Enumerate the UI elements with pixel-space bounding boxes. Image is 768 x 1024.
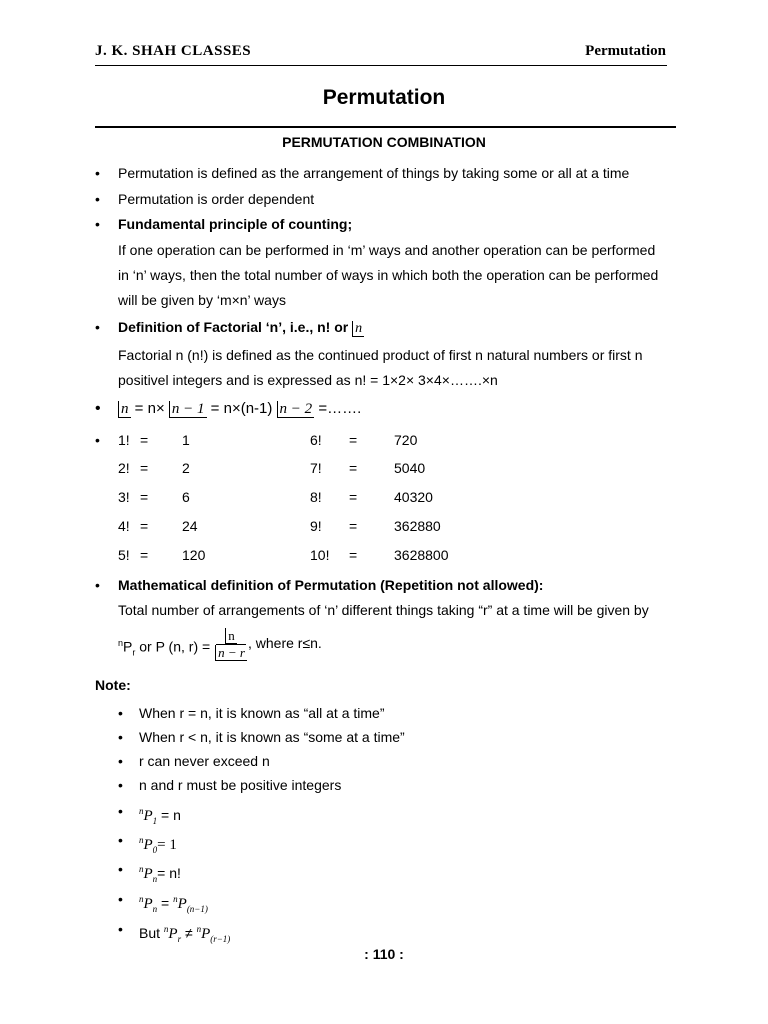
table-cell: = (349, 489, 358, 505)
formula-sup: n (118, 638, 124, 648)
bullet-icon: • (95, 319, 100, 335)
note-label: Note: (95, 677, 131, 693)
formula-sup: n (139, 835, 144, 845)
formula-rhs: = n! (157, 865, 181, 881)
bullet-heading-line (118, 318, 364, 338)
table-cell: = (140, 460, 149, 476)
factorial-box: n − 2 (277, 401, 315, 418)
table-cell: 4! (118, 518, 130, 534)
table-cell: 8! (310, 489, 322, 505)
bullet-icon: • (118, 832, 123, 848)
bullet-text: Permutation is defined as the arrangement of things by taking some or all at a time (118, 165, 630, 181)
formula-sup: n (139, 806, 144, 816)
note-item: n and r must be positive integers (139, 777, 342, 793)
bullet-icon: • (118, 729, 123, 745)
table-cell: = (140, 432, 149, 448)
bullet-icon: • (95, 400, 101, 417)
table-cell: = (349, 460, 358, 476)
table-cell: 3628800 (394, 547, 449, 563)
table-cell: 720 (394, 432, 418, 448)
formula-but: But (139, 925, 164, 941)
bullet-icon: • (95, 216, 100, 232)
formula-suffix: , where r≤n. (248, 635, 322, 651)
table-cell: 362880 (394, 518, 441, 534)
note-item: r can never exceed n (139, 753, 270, 769)
table-cell: 6 (182, 489, 190, 505)
table-cell: 2 (182, 460, 190, 476)
bullet-icon: • (118, 705, 123, 721)
formula-sub: (r−1) (210, 934, 231, 944)
bullet-icon: • (95, 191, 100, 207)
formula-sup: n (163, 924, 169, 934)
equation-part: = n× (134, 400, 165, 417)
page-title: Permutation (322, 86, 446, 109)
page-number: : 110 : (364, 946, 404, 962)
header-topic: Permutation (585, 43, 666, 59)
bullet-icon: • (118, 921, 123, 937)
paragraph-line: Factorial n (n!) is defined as the continued product of first n natural numbers or first n (118, 347, 643, 363)
header-rule (95, 65, 667, 66)
formula-sub: r (177, 934, 182, 944)
table-cell: = (140, 489, 149, 505)
section-subtitle: PERMUTATION COMBINATION (282, 134, 486, 150)
bullet-icon: • (95, 165, 100, 181)
paragraph-line: will be given by ‘m×n’ ways (118, 292, 286, 308)
note-formula (139, 802, 181, 830)
formula-p: P (143, 896, 153, 912)
formula-p: P (143, 866, 153, 882)
bullet-text: Permutation is order dependent (118, 191, 315, 207)
formula-p: P (143, 837, 153, 853)
formula-p: P (177, 896, 187, 912)
table-cell: = (140, 547, 149, 563)
bullet-heading: Fundamental principle of counting; (118, 216, 353, 232)
permutation-formula (118, 634, 210, 661)
table-cell: 40320 (394, 489, 433, 505)
formula-p: P (201, 926, 211, 942)
bullet-heading: Definition of Factorial ‘n’, i.e., n! or (118, 319, 349, 335)
table-cell: 5! (118, 547, 130, 563)
formula-sub: 0 (152, 845, 158, 855)
table-cell: 7! (310, 460, 322, 476)
table-cell: = (349, 518, 358, 534)
bullet-icon: • (118, 861, 123, 877)
table-cell: 2! (118, 460, 130, 476)
paragraph-line: If one operation can be performed in ‘m’ ways and another operation can be performed (118, 242, 656, 258)
note-formula (139, 831, 177, 859)
paragraph-line: in ‘n’ ways, then the total number of ways in which both the operation can be performed (118, 267, 659, 283)
fraction-denominator: n − r (215, 645, 247, 661)
formula-rhs: = n (157, 807, 181, 823)
bullet-icon: • (118, 803, 123, 819)
bullet-icon: • (118, 777, 123, 793)
formula-sub: n (152, 874, 158, 884)
formula-sup: n (139, 894, 144, 904)
note-formula (139, 860, 181, 888)
table-cell: = (349, 547, 358, 563)
table-cell: 5040 (394, 460, 426, 476)
formula-p: P (143, 808, 153, 824)
formula-sub: (n−1) (186, 904, 208, 914)
formula-rhs: = 1 (157, 837, 177, 853)
table-cell: 3! (118, 489, 130, 505)
note-formula (139, 890, 208, 918)
bullet-icon: • (118, 753, 123, 769)
formula-neq: ≠ (181, 925, 197, 941)
formula-sup: n (196, 924, 202, 934)
factorial-box: n − 1 (169, 401, 207, 418)
formula-sub: n (152, 904, 158, 914)
formula-p: P (123, 638, 133, 655)
bullet-icon: • (118, 891, 123, 907)
formula-p: P (168, 926, 178, 942)
bullet-heading: Mathematical definition of Permutation (Repetition not allowed): (118, 577, 544, 593)
equation-part: = n×(n-1) (210, 400, 273, 417)
formula-sub: r (132, 647, 136, 658)
table-cell: 1! (118, 432, 130, 448)
factorial-box: n (118, 401, 131, 418)
note-item: When r < n, it is known as “some at a time” (139, 729, 405, 745)
bullet-icon: • (95, 577, 100, 593)
formula-sub: 1 (152, 816, 158, 826)
table-cell: = (349, 432, 358, 448)
bullet-icon: • (95, 432, 100, 448)
table-cell: 9! (310, 518, 322, 534)
paragraph-line: Total number of arrangements of ‘n’ different things taking “r” at a time will be given by (118, 602, 649, 618)
formula-sup: n (173, 894, 178, 904)
note-formula (139, 920, 230, 948)
table-cell: = (140, 518, 149, 534)
table-cell: 120 (182, 547, 206, 563)
table-cell: 10! (310, 547, 330, 563)
formula-sup: n (139, 864, 144, 874)
formula-text: or P (n, r) = (135, 638, 211, 655)
formula-fraction (214, 628, 248, 661)
note-item: When r = n, it is known as “all at a time” (139, 705, 385, 721)
formula-eq: = (157, 895, 174, 911)
table-cell: 6! (310, 432, 322, 448)
table-cell: 24 (182, 518, 198, 534)
equation-part: =……. (318, 400, 362, 417)
table-cell: 1 (182, 432, 190, 448)
factorial-recursion (118, 400, 361, 418)
title-rule (95, 126, 676, 128)
paragraph-line: positivel integers and is expressed as n! = 1×2× 3×4×…….×n (118, 372, 498, 388)
factorial-box: n (352, 321, 364, 337)
header-institute: J. K. SHAH CLASSES (95, 43, 252, 59)
fraction-numerator: n (225, 628, 237, 644)
